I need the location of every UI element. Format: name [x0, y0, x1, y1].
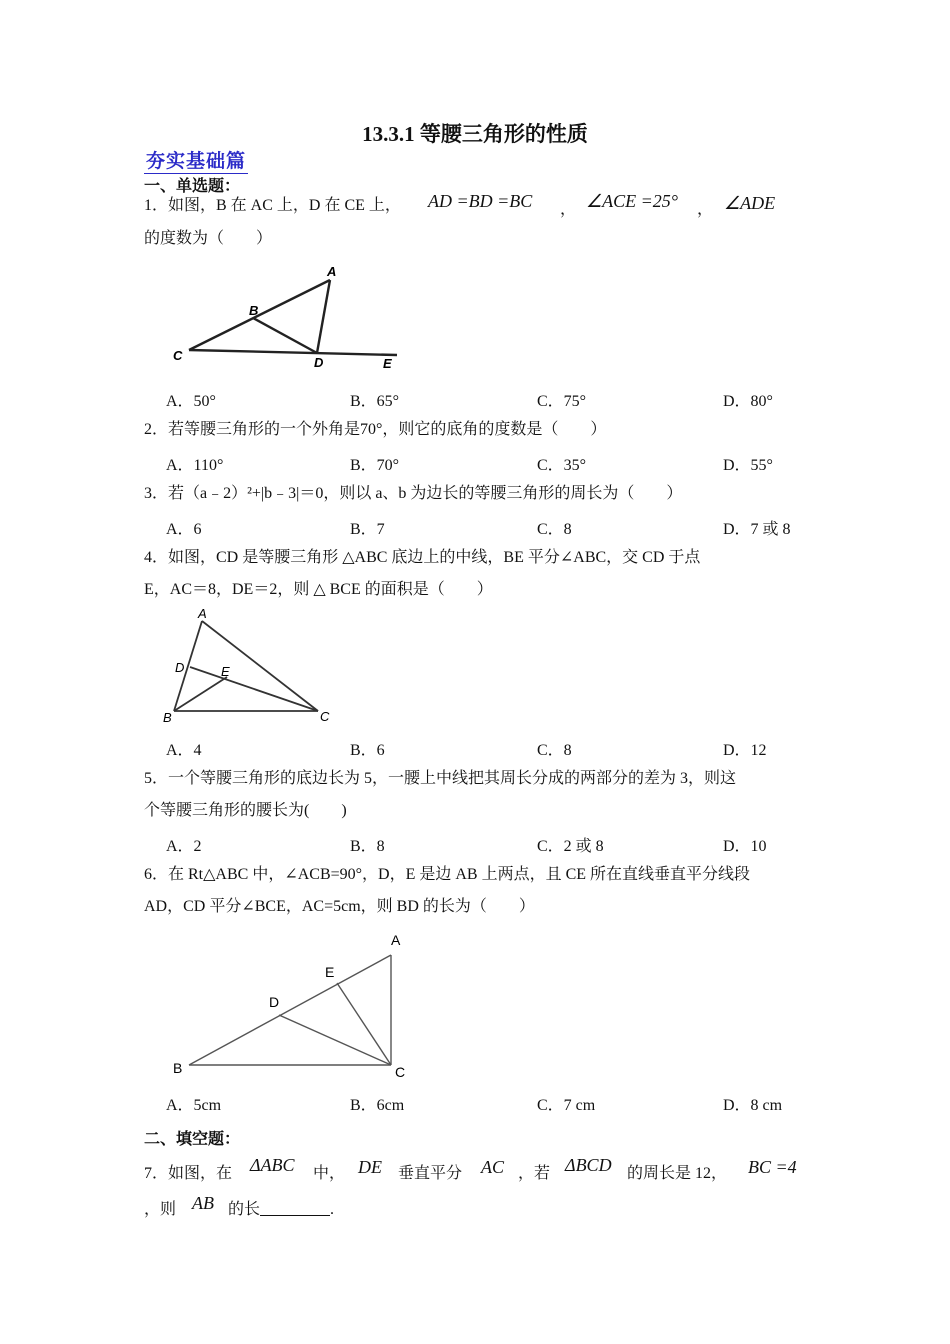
q6-option-b: B．6cm	[350, 1097, 405, 1114]
q7-math-1: ΔABC	[250, 1155, 295, 1175]
q1-label-E: E	[383, 356, 392, 371]
q1-text: 1．如图，B 在 AC 上，D 在 CE 上，	[144, 197, 401, 214]
q4-label-B: B	[163, 710, 172, 725]
q6-option-d: D．8 cm	[723, 1097, 783, 1114]
q1-label-D: D	[314, 355, 324, 370]
page-title: 13.3.1 等腰三角形的性质	[362, 122, 588, 146]
q6-option-a: A．5cm	[166, 1097, 222, 1114]
q7-math-3: AC	[481, 1157, 505, 1177]
q4-label-D: D	[175, 660, 185, 675]
q1-math-3: ∠ADE	[724, 193, 776, 213]
q7-math-6: AB	[192, 1193, 214, 1213]
q1-line2: 的度数为（ ）	[144, 230, 273, 247]
q4-option-d: D．12	[723, 742, 767, 759]
answer-blank[interactable]	[260, 1201, 330, 1216]
q2-text: 2．若等腰三角形的一个外角是70°，则它的底角的度数是（ ）	[144, 421, 607, 438]
q4-line2: E，AC＝8，DE＝2，则 △ BCE 的面积是（ ）	[144, 581, 493, 598]
q1-math-2: ∠ACE =25°	[586, 191, 678, 211]
q6-label-D: D	[269, 994, 280, 1010]
q1-option-c: C．75°	[537, 393, 587, 410]
q4-line1: 4．如图，CD 是等腰三角形 △ABC 底边上的中线，BE 平分∠ABC，交 CD 于点	[144, 549, 701, 566]
q5-option-b: B．8	[350, 838, 385, 855]
q6-line1: 6．在 Rt△ABC 中，∠ACB=90°，D，E 是边 AB 上两点，且 CE 所在直线垂直平分线段	[144, 866, 751, 883]
q1-option-a: A．50°	[166, 393, 216, 410]
q5-option-c: C．2 或 8	[537, 838, 604, 855]
q7-part-6: ，则	[144, 1201, 177, 1218]
q6-line2: AD，CD 平分∠BCE，AC=5cm，则 BD 的长为（ ）	[144, 898, 535, 915]
q6-label-A: A	[391, 932, 401, 948]
q3-option-b: B．7	[350, 521, 385, 538]
q1-label-C: C	[173, 348, 183, 363]
q4-option-b: B．6	[350, 742, 385, 759]
q2-option-b: B．70°	[350, 457, 400, 474]
q6-option-c: C．7 cm	[537, 1097, 596, 1114]
q6-figure	[165, 925, 415, 1085]
q7-part-1: 7．如图，在	[144, 1165, 233, 1182]
q7-part-2: 中，	[313, 1165, 346, 1182]
q1-sep1: ，	[560, 201, 577, 218]
q1-math-1: AD =BD =BC	[428, 191, 533, 211]
q1-line1	[144, 196, 401, 216]
q2-option-a: A．110°	[166, 457, 224, 474]
q1-label-A: A	[327, 264, 337, 279]
q4-label-E: E	[221, 664, 230, 679]
q7-math-2: DE	[358, 1157, 382, 1177]
q2-option-c: C．35°	[537, 457, 587, 474]
q4-label-C: C	[320, 709, 330, 724]
q4-option-c: C．8	[537, 742, 572, 759]
part1-heading: 一、单选题：	[144, 178, 241, 195]
q7-part-7	[228, 1196, 334, 1219]
q3-option-a: A．6	[166, 521, 202, 538]
q4-figure	[160, 605, 340, 727]
q6-label-B: B	[173, 1060, 183, 1076]
q3-option-d: D．7 或 8	[723, 521, 791, 538]
q4-option-a: A．4	[166, 742, 202, 759]
q5-line1: 5．一个等腰三角形的底边长为 5，一腰上中线把其周长分成的两部分的差为 3，则这	[144, 770, 737, 787]
q3-option-c: C．8	[537, 521, 572, 538]
q2-option-d: D．55°	[723, 457, 773, 474]
q7-part-4: ，若	[518, 1165, 551, 1182]
q1-option-d: D．80°	[723, 393, 773, 410]
q7-math-5: BC =4	[748, 1157, 797, 1177]
q3-text: 3．若（a﹣2）²+|b﹣3|＝0，则以 a、b 为边长的等腰三角形的周长为（ ）	[144, 485, 683, 502]
q6-label-E: E	[325, 964, 335, 980]
section-label: 夯实基础篇	[144, 146, 248, 174]
part2-heading: 二、填空题：	[144, 1131, 241, 1148]
q5-line2: 个等腰三角形的腰长为( )	[144, 802, 347, 819]
q6-label-C: C	[395, 1064, 406, 1080]
q7-part-5: 的周长是 12，	[627, 1165, 728, 1182]
q7-math-4: ΔBCD	[565, 1155, 612, 1175]
q5-option-d: D．10	[723, 838, 767, 855]
q1-figure	[165, 260, 410, 375]
q7-end: .	[330, 1201, 335, 1218]
q7-label: 的长	[228, 1201, 261, 1218]
q1-option-b: B．65°	[350, 393, 400, 410]
q1-label-B: B	[249, 303, 259, 318]
q5-option-a: A．2	[166, 838, 202, 855]
q4-label-A: A	[198, 606, 207, 621]
q7-part-3: 垂直平分	[398, 1165, 463, 1182]
q1-sep2: ，	[697, 201, 714, 218]
